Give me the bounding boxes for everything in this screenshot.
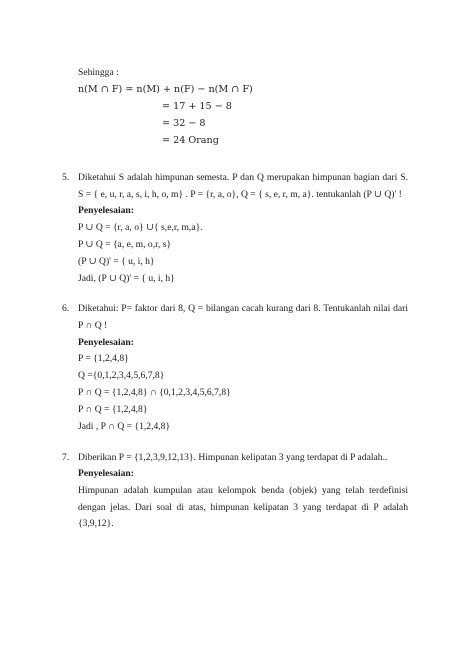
q7-solution-line-2: dengan jelas. Dari soal di atas, himpunan kelipatan 3 yang terdapat di P adalah	[78, 502, 408, 513]
calc-equation-1: n(M ∩ F) = n(M) + n(F) − n(M ∩ F)	[78, 84, 253, 95]
q5-number: 5.	[62, 172, 70, 183]
q6-solution-line-2: Q ={0,1,2,3,4,5,6,7,8}	[78, 370, 165, 381]
q6-solution-line-4: P ∩ Q = {1,2,4,8}	[78, 404, 148, 415]
q6-number: 6.	[62, 303, 70, 314]
calc-intro: Sehingga :	[78, 67, 119, 78]
q7-solution-line-3: {3,9,12}.	[78, 518, 114, 529]
q6-solution-line-3: P ∩ Q = {1,2,4,8} ∩ {0,1,2,3,4,5,6,7,8}	[78, 387, 231, 398]
q5-solution-line-3: (P ∪ Q)' = { u, i, h}	[78, 256, 155, 267]
q7-solution-heading: Penyelesaian:	[78, 468, 134, 479]
q5-solution-line-1: P ∪ Q = {r, a, o} ∪{ s,e,r, m,a}.	[78, 222, 203, 233]
q5-solution-line-4: Jadi, (P ∪ Q)' = { u, i, h}	[78, 273, 175, 284]
q6-solution-line-1: P = {1,2,4,8}	[78, 353, 129, 364]
q6-solution-line-5: Jadi , P ∩ Q = {1,2,4,8}	[78, 421, 171, 432]
calc-equation-2: = 17 + 15 − 8	[162, 101, 232, 112]
q6-text-line-1: Diketahui: P= faktor dari 8, Q = bilangan cacah kurang dari 8. Tentukanlah nilai dari	[78, 303, 408, 314]
q5-text-line-1: Diketahui S adalah himpunan semesta. P dan Q merupakan himpunan bagian dari S.	[78, 172, 408, 183]
q5-text-line-2: S = { e, u, r, a, s, i, h, o, m} . P = {r, a, o}, Q = { s, e, r, m, a}. tentukanlah (P ∪ Q)' !	[78, 189, 402, 200]
q5-solution-line-2: P ∪ Q = {a, e, m, o,r, s}	[78, 239, 172, 250]
q7-number: 7.	[62, 452, 70, 463]
calc-equation-4: = 24 Orang	[162, 135, 219, 146]
q5-solution-heading: Penyelesaian:	[78, 205, 134, 216]
q6-text-line-2: P ∩ Q !	[78, 320, 108, 331]
q7-solution-line-1: Himpunan adalah kumpulan atau kelompok benda (objek) yang telah terdefinisi	[78, 485, 408, 496]
calc-equation-3: = 32 − 8	[162, 118, 206, 129]
q7-text-line-1: Diberikan P = {1,2,3,9,12,13}. Himpunan kelipatan 3 yang terdapat di P adalah..	[78, 452, 388, 463]
q6-solution-heading: Penyelesaian:	[78, 337, 134, 348]
